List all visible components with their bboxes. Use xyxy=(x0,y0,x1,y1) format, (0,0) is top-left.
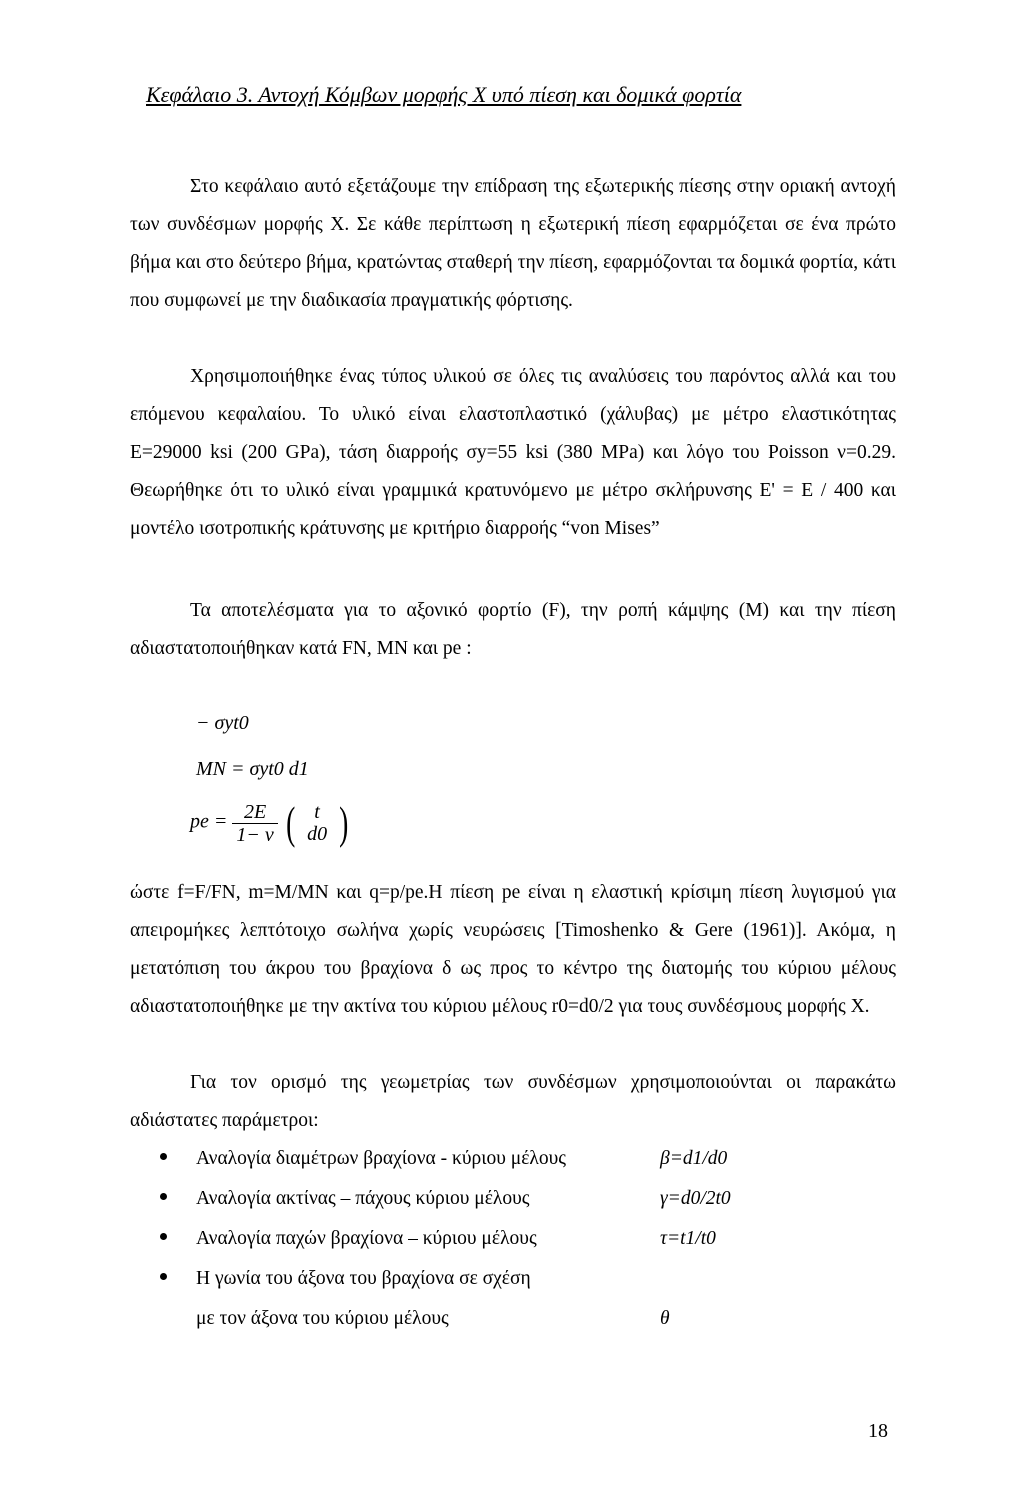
list-item-text: με τον άξονα του κύριου μέλους xyxy=(196,1308,449,1329)
list-item xyxy=(130,1180,896,1218)
paragraph-parameters: Για τον ορισμό της γεωμετρίας των συνδέσμων χρησιμοποιούνται οι παρακάτω αδιάστατες παράμετροι: xyxy=(130,1072,896,1131)
paragraph-intro: Στο κεφάλαιο αυτό εξετάζουμε την επίδραση της εξωτερικής πίεσης στην οριακή αντοχή των συνδέσμων μορφής Χ. Σε κάθε περίπτωση η εξωτερική πίεση εφαρμόζεται σε ένα πρώτο βήμα και στο δεύτερο βήμα, κρατώντας σταθερή την πίεση, εφαρμόζονται τα δομικά φορτία, κάτι που συμφωνεί με την διαδικασία πραγματικής φόρτισης. xyxy=(130,176,896,311)
paragraph-results: Τα αποτελέσματα για το αξονικό φορτίο (F), την ροπή κάμψης (Μ) και την πίεση αδιαστατοποιήθηκαν κατά FN, MN και pe : xyxy=(130,600,896,659)
pressure-lhs: pe = xyxy=(190,810,228,833)
list-item xyxy=(130,1220,896,1258)
ratio-fraction xyxy=(303,801,331,845)
chapter-heading: Κεφάλαιο 3. Αντοχή Κόμβων μορφής Χ υπό πίεση και δομικά φορτία xyxy=(146,82,742,107)
fraction-numerator: 2E xyxy=(232,801,277,824)
list-item-text: Αναλογία διαμέτρων βραχίονα - κύριου μέλους xyxy=(196,1148,566,1169)
equation-moment: MN = σyt0 d1 xyxy=(196,758,309,780)
bullet-icon xyxy=(160,1273,167,1280)
list-item xyxy=(130,1140,896,1178)
fraction-denominator: 1− ν xyxy=(236,823,274,846)
list-item-formula: τ=t1/t0 xyxy=(660,1228,716,1249)
list-item-text: Η γωνία του άξονα του βραχίονα σε σχέση xyxy=(196,1268,531,1289)
paragraph-definitions: ώστε f=F/FN, m=M/MN και q=p/pe.Η πίεση pe είναι η ελαστική κρίσιμη πίεση λυγισμού για απειρομήκες λεπτότοιχο σωλήνα χωρίς νευρώσεις [Timoshenko & Gere (1961)]. Ακόμα, η μετατόπιση του άκρου του βραχίονα δ ως προς το κέντρο της διατομής του κύριου μέλους αδιαστατοποιήθηκε με την ακτίνα του κύριου μέλους r0=d0/2 για τους συνδέσμους μορφής Χ. xyxy=(130,882,896,1017)
ratio-top: t xyxy=(314,801,320,823)
list-item xyxy=(130,1260,896,1298)
list-item-formula: θ xyxy=(660,1308,670,1329)
right-parenthesis: ) xyxy=(339,797,349,848)
list-item-formula: γ=d0/2t0 xyxy=(660,1188,731,1209)
list-item-text: Αναλογία παχών βραχίονα – κύριου μέλους xyxy=(196,1228,537,1249)
left-parenthesis: ( xyxy=(285,797,296,848)
paragraph-material: Χρησιμοποιήθηκε ένας τύπος υλικού σε όλες τις αναλύσεις του παρόντος αλλά και του επόμενου κεφαλαίου. Το υλικό είναι ελαστοπλαστικό (χάλυβας) με μέτρο ελαστικότητας E=29000 ksi (200 GPa), τάση διαρροής σy=55 ksi (380 MPa) και λόγο του Poisson ν=0.29. Θεωρήθηκε ότι το υλικό είναι γραμμικά κρατυνόμενο με μέτρο σκλήρυνσης E' = E / 400 και μοντέλο ισοτροπικής κράτυνσης με κριτήριο διαρροής “von Mises” xyxy=(130,366,896,539)
page-number: 18 xyxy=(868,1420,888,1442)
list-item-continuation xyxy=(130,1300,896,1338)
list-item-formula: β=d1/d0 xyxy=(660,1148,728,1169)
bullet-icon xyxy=(160,1153,167,1160)
bullet-icon xyxy=(160,1193,167,1200)
list-item-text: Αναλογία ακτίνας – πάχους κύριου μέλους xyxy=(196,1188,530,1209)
equation-pressure xyxy=(190,797,351,848)
pressure-fraction xyxy=(232,801,277,846)
bullet-icon xyxy=(160,1233,167,1240)
equation-force: − σyt0 xyxy=(196,712,249,734)
ratio-bottom: d0 xyxy=(307,823,328,845)
